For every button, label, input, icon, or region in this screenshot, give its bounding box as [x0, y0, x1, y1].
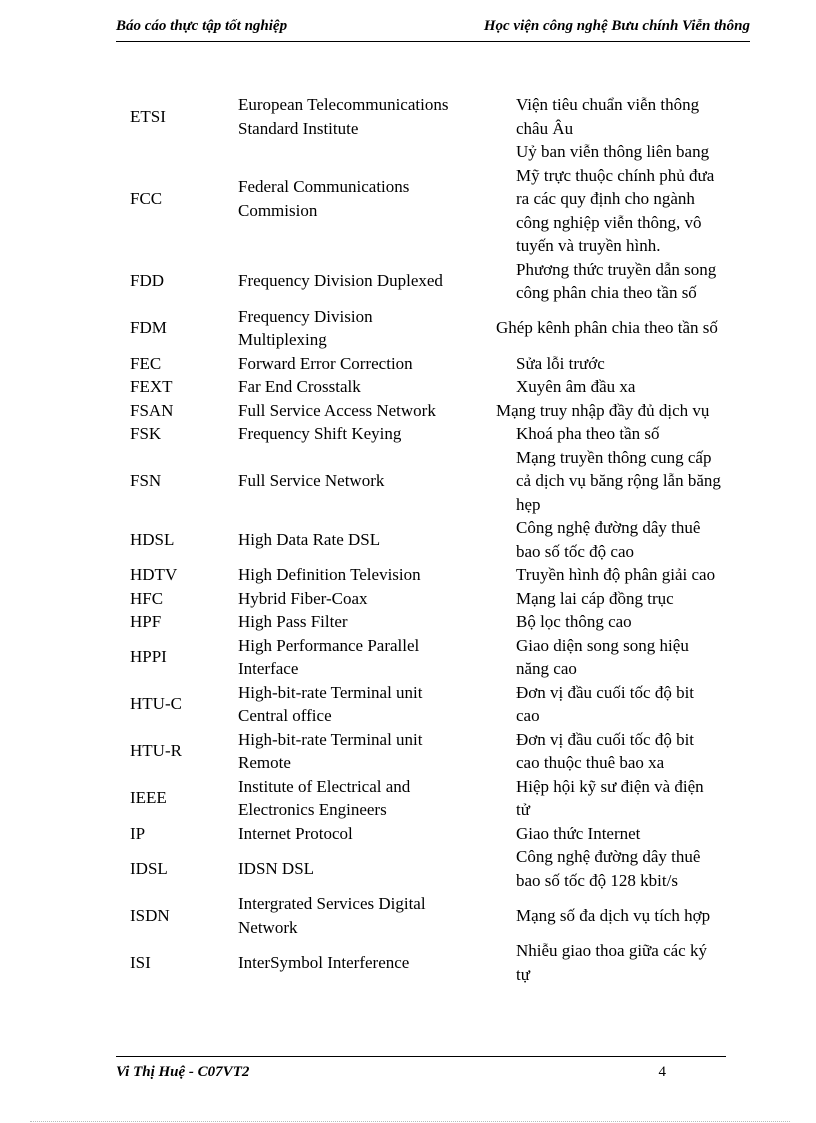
glossary-row [130, 258, 760, 305]
english-term: Frequency Shift Keying [238, 424, 402, 443]
english-term: Internet Protocol [238, 823, 353, 843]
vietnamese-term: Đơn vị đầu cuối tốc độ bit cao thuộc thuê bao xa [516, 729, 695, 772]
abbreviation: ISDN [130, 905, 170, 925]
glossary-row [130, 610, 760, 634]
vietnamese-term: Phương thức truyền dẫn song công phân chia theo tần số [516, 259, 717, 302]
english-term: Frequency Division Multiplexing [238, 306, 373, 349]
page-footer [116, 1064, 666, 1081]
abbreviation: FEXT [130, 377, 173, 396]
abbreviation: IEEE [130, 788, 167, 808]
glossary-row [130, 587, 760, 611]
vietnamese-term: Uỷ ban viễn thông liên bang Mỹ trực thuộc chính phủ đưa ra các quy định cho ngành công nghiệp viễn thông, vô tuyến và truyền hình. [516, 142, 715, 255]
glossary-row [130, 728, 760, 775]
glossary-row [130, 93, 760, 140]
english-term: Federal Communications Commision [238, 177, 410, 220]
glossary-row [130, 892, 760, 939]
vietnamese-term: Ghép kênh phân chia theo tần số [496, 318, 718, 338]
vietnamese-term: Bộ lọc thông cao [516, 612, 632, 631]
abbreviation: FSN [130, 471, 162, 490]
english-term: High Pass Filter [238, 612, 348, 631]
abbreviation: HDSL [130, 529, 175, 549]
vietnamese-term: Giao thức Internet [516, 823, 641, 843]
english-term: Full Service Access Network [238, 400, 436, 420]
vietnamese-term: Công nghệ đường dây thuê bao số tốc độ 128 kbit/s [516, 847, 701, 890]
vietnamese-term: Đơn vị đầu cuối tốc độ bit cao [516, 682, 695, 725]
vietnamese-term: Mạng số đa dịch vụ tích hợp [516, 905, 711, 925]
vietnamese-term: Mạng lai cáp đồng trục [516, 588, 674, 608]
english-term: Intergrated Services Digital Network [238, 894, 426, 937]
abbreviation: FDD [130, 271, 165, 291]
vietnamese-term: Truyền hình độ phân giải cao [516, 565, 716, 584]
abbreviation: HTU-R [130, 741, 182, 761]
abbreviation: IDSL [130, 858, 168, 878]
english-term: InterSymbol Interference [238, 952, 410, 972]
abbreviation: HDTV [130, 565, 178, 584]
glossary-row [130, 563, 760, 587]
english-term: High Performance Parallel Interface [238, 635, 420, 678]
english-term: High Definition Television [238, 565, 421, 584]
abbreviation: HPPI [130, 647, 167, 667]
english-term: High-bit-rate Terminal unit Central office [238, 682, 423, 725]
glossary-row [130, 446, 760, 517]
vietnamese-term: Khoá pha theo tần số [516, 424, 660, 443]
abbreviation: IP [130, 823, 146, 843]
glossary-row [130, 352, 760, 376]
glossary-row [130, 681, 760, 728]
english-term: Forward Error Correction [238, 353, 413, 373]
glossary-row [130, 845, 760, 892]
vietnamese-term: Sửa lỗi trước [516, 353, 605, 373]
page-header [116, 18, 750, 42]
abbreviation: HPF [130, 612, 162, 631]
glossary-row [130, 305, 760, 352]
footer-divider [116, 1056, 726, 1057]
abbreviation: HTU-C [130, 694, 182, 714]
english-term: Far End Crosstalk [238, 377, 361, 396]
vietnamese-term: Nhiễu giao thoa giữa các ký tự [516, 941, 707, 984]
glossary-row [130, 634, 760, 681]
glossary-row [130, 422, 760, 446]
page-number: 4 [658, 1064, 666, 1080]
english-term: European Telecommunications Standard Institute [238, 95, 449, 138]
abbreviation: FCC [130, 189, 163, 208]
english-term: Frequency Division Duplexed [238, 271, 443, 291]
english-term: Hybrid Fiber-Coax [238, 588, 368, 608]
header-institute: Học viện công nghệ Bưu chính Viễn thông [483, 18, 750, 34]
glossary-row [130, 516, 760, 563]
english-term: Institute of Electrical and Electronics Engineers [238, 776, 411, 819]
abbreviation: ETSI [130, 106, 166, 126]
footer-author: Vi Thị Huệ - C07VT2 [116, 1064, 250, 1080]
english-term: High-bit-rate Terminal unit Remote [238, 729, 423, 772]
abbreviation: ISI [130, 952, 151, 972]
vietnamese-term: Viện tiêu chuẩn viễn thông châu Âu [516, 95, 700, 138]
glossary-row [130, 375, 760, 399]
glossary-row [130, 775, 760, 822]
glossary-table [130, 93, 760, 986]
abbreviation: FDM [130, 318, 167, 338]
glossary-row [130, 939, 760, 986]
vietnamese-term: Mạng truy nhập đầy đủ dịch vụ [496, 400, 710, 420]
vietnamese-term: Hiệp hội kỹ sư điện và điện tử [516, 776, 704, 819]
abbreviation: FSAN [130, 400, 174, 420]
abbreviation: FSK [130, 424, 162, 443]
abbreviation: FEC [130, 353, 162, 373]
vietnamese-term: Công nghệ đường dây thuê bao số tốc độ cao [516, 518, 701, 561]
english-term: Full Service Network [238, 471, 385, 490]
english-term: IDSN DSL [238, 858, 315, 878]
vietnamese-term: Xuyên âm đầu xa [516, 377, 636, 396]
vietnamese-term: Giao diện song song hiệu năng cao [516, 635, 689, 678]
glossary-row [130, 399, 760, 423]
abbreviation: HFC [130, 588, 164, 608]
glossary-row [130, 140, 760, 258]
glossary-row [130, 822, 760, 846]
page-bottom-edge [30, 1121, 790, 1122]
english-term: High Data Rate DSL [238, 529, 381, 549]
header-report-title: Báo cáo thực tập tốt nghiệp [116, 18, 288, 34]
vietnamese-term: Mạng truyền thông cung cấp cả dịch vụ băng rộng lẫn băng hẹp [516, 447, 721, 514]
